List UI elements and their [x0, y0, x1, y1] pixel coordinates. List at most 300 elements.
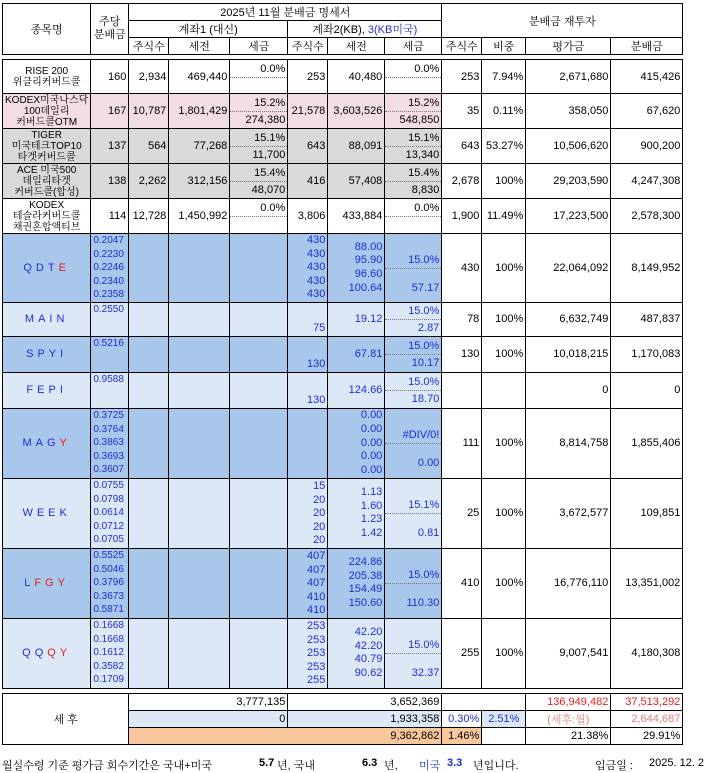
etf-a1-shares [129, 302, 169, 336]
etf-div-line: 0.2358 [93, 289, 124, 301]
etf-row [3, 408, 683, 478]
etf-a1-pretax [169, 336, 230, 372]
a1-pretax: 1,450,992 [169, 199, 230, 234]
etf-sh-line: 20 [313, 520, 326, 533]
etf-div-line: 0.2246 [93, 262, 124, 274]
etf-name-highlight: E [58, 261, 70, 274]
r-dividend: 2,578,300 [611, 199, 683, 234]
etf-tax-value: 0.81 [417, 527, 440, 540]
etf-a2-tax [385, 548, 442, 618]
etf-pre-line: 1.23 [360, 513, 383, 526]
etf-dividend [91, 234, 129, 303]
etf-tax-rate: 15.0% [408, 253, 440, 266]
etf-sh-line: 430 [306, 288, 326, 301]
stock-row [3, 60, 683, 94]
etf-pre-line: 1.42 [360, 527, 383, 540]
etf-name-cell [3, 372, 91, 408]
etf-row [3, 302, 683, 336]
etf-pre-line: 124.66 [348, 383, 383, 396]
stock-name-line: 채권혼합액티브 [12, 221, 81, 233]
etf-div-line: 0.5046 [93, 563, 124, 575]
stock-name-block [5, 130, 88, 163]
etf-a1-pretax [169, 478, 230, 548]
a1-tax-value: 11,700 [252, 149, 286, 161]
etf-row [3, 372, 683, 408]
r-value: 8,814,758 [526, 408, 611, 478]
usd-ratio: 2.51% [482, 710, 526, 727]
stock-row [3, 164, 683, 199]
usd-rate: 0.30% [442, 710, 482, 727]
etf-a1-pretax [169, 548, 230, 618]
r-dividend: 8,149,952 [611, 234, 683, 303]
etf-sh-line: 130 [306, 358, 326, 371]
etf-pre-line: 42.20 [354, 626, 383, 639]
r-shares: 130 [442, 336, 482, 372]
footer-summary [2, 757, 708, 773]
r-value: 9,007,541 [526, 618, 611, 688]
etf-div-stack [93, 234, 126, 302]
a1-pretax: 312,156 [169, 164, 230, 199]
a2-shares: 3,806 [288, 199, 328, 234]
footer-years-total: 5.7 [259, 757, 275, 769]
r-shares: 430 [442, 234, 482, 303]
etf-sh-line: 255 [306, 674, 326, 687]
etf-pre-line: 42.20 [354, 639, 383, 652]
footer-years-us: 3.3 [447, 757, 463, 769]
etf-name-cell [3, 408, 91, 478]
blank [482, 727, 526, 744]
a2-tax-rate: 15.2% [408, 97, 440, 109]
a1-tax-rate: 15.2% [254, 97, 286, 109]
r-ratio [482, 372, 526, 408]
etf-name [5, 384, 88, 396]
etf-name [5, 507, 88, 519]
etf-div-stack [93, 479, 126, 547]
etf-div-line: 0.0755 [93, 479, 124, 491]
etf-tax-value: 110.30 [406, 597, 440, 610]
etf-tax-rate: #DIV/0! [402, 429, 440, 442]
footer-text-3: 년, [384, 760, 398, 772]
a2-tax-rate: 15.1% [408, 132, 440, 144]
etf-tax-dotline [385, 443, 441, 444]
a2-tax-dotline [385, 146, 441, 147]
etf-a1-pretax [169, 234, 230, 303]
etf-sh-line: 20 [313, 507, 326, 520]
stock-name [3, 199, 91, 234]
etf-tax-value: 18.70 [411, 393, 440, 406]
etf-name-part: MAG [22, 437, 60, 450]
etf-tax-rate: 15.0% [408, 639, 440, 652]
etf-a1-pretax [169, 408, 230, 478]
a1-tax [230, 94, 288, 129]
header-a2-shares: 주식수 [288, 38, 328, 55]
etf-name-part: QDT [23, 261, 59, 274]
etf-sh-stack [290, 322, 325, 336]
r-ratio: 100% [482, 336, 526, 372]
etf-a1-tax [230, 618, 288, 688]
etf-a2-pretax [328, 408, 385, 478]
etf-pre-line: 0.00 [360, 423, 383, 436]
etf-sh-line: 407 [306, 577, 326, 590]
etf-a2-tax [385, 302, 442, 336]
r-dividend: 67,620 [611, 94, 683, 129]
stock-name-line: KODEX [29, 199, 65, 211]
r-value: 16,776,110 [526, 548, 611, 618]
etf-div-stack [93, 409, 126, 477]
etf-tax-dotline [385, 513, 441, 514]
etf-name [5, 437, 88, 449]
stock-name-block [5, 95, 88, 128]
etf-a2-shares [288, 548, 328, 618]
etf-name-cell [3, 618, 91, 688]
header-dividend-line: 분배금 [93, 29, 126, 41]
etf-sh-line: 15 [313, 480, 326, 492]
stock-name-block [5, 66, 88, 88]
etf-row [3, 618, 683, 688]
a2-tax-dotline [385, 216, 441, 217]
etf-row [3, 336, 683, 372]
r-ratio: 100% [482, 478, 526, 548]
r-value: 10,018,215 [526, 336, 611, 372]
a2-shares: 416 [288, 164, 328, 199]
value-total: 136,949,482 [526, 693, 611, 710]
a1-total: 3,777,135 [129, 693, 288, 710]
etf-a2-tax [385, 618, 442, 688]
etf-div-line: 0.3582 [93, 660, 124, 672]
etf-pre-stack [330, 486, 382, 540]
etf-a1-tax [230, 478, 288, 548]
stock-name-line: 커버드콜(합성) [14, 186, 79, 198]
stock-name-block [5, 200, 88, 233]
etf-a2-shares [288, 618, 328, 688]
r-ratio: 100% [482, 302, 526, 336]
etf-a2-pretax [328, 302, 385, 336]
etf-name-cell [3, 548, 91, 618]
etf-name-cell [3, 336, 91, 372]
a1-shares: 564 [129, 129, 169, 164]
etf-div-line: 0.2230 [93, 248, 124, 260]
a1-tax-value: 274,380 [245, 114, 286, 126]
r-dividend: 1,855,406 [611, 408, 683, 478]
etf-pre-line: 96.60 [354, 267, 383, 280]
etf-a1-shares [129, 478, 169, 548]
etf-div-line: 0.1709 [93, 674, 124, 686]
a2-tax [385, 164, 442, 199]
etf-name-part: L [24, 577, 35, 590]
header-account2 [312, 24, 417, 36]
etf-tax-rate: 15.0% [408, 569, 440, 582]
etf-tax-dotline [385, 354, 441, 355]
etf-tax-value: 10.17 [411, 357, 440, 370]
r-value: 358,050 [526, 94, 611, 129]
etf-a1-tax [230, 336, 288, 372]
pct-value: 21.38% [526, 727, 611, 744]
etf-div-line: 0.3673 [93, 590, 124, 602]
etf-sh-line: 253 [306, 620, 326, 632]
stock-name [3, 94, 91, 129]
etf-sh-line: 430 [306, 274, 326, 287]
r-dividend: 900,200 [611, 129, 683, 164]
etf-dividend [91, 478, 129, 548]
stock-dividend: 160 [91, 60, 129, 94]
etf-sh-line: 130 [306, 394, 326, 407]
etf-a2-tax [385, 372, 442, 408]
a1-usd-total: 0 [129, 710, 288, 727]
etf-a1-tax [230, 548, 288, 618]
etf-name-part: WEEK [22, 507, 71, 520]
stock-name-line: 위클리커버드콜 [12, 76, 81, 88]
a1-tax [230, 129, 288, 164]
stock-name-line: 미국테크TOP10 [11, 140, 82, 152]
r-shares: 1,900 [442, 199, 482, 234]
header-r-ratio: 비중 [482, 38, 526, 55]
r-shares: 2,678 [442, 164, 482, 199]
header-dividend-line: 주당 [99, 16, 121, 28]
a1-tax-dotline [230, 111, 287, 112]
etf-sh-stack [290, 358, 325, 372]
a1-tax [230, 164, 288, 199]
r-shares: 25 [442, 478, 482, 548]
header-account2-prefix: 계좌2(KB), [312, 24, 368, 36]
etf-pre-line: 1.60 [360, 499, 383, 512]
a1-shares: 12,728 [129, 199, 169, 234]
etf-div-line: 0.2047 [93, 235, 124, 246]
a2-tax [385, 94, 442, 129]
etf-div-line: 0.2340 [93, 275, 124, 287]
a2-tax-value: 548,850 [399, 114, 440, 126]
etf-tax-dotline [385, 653, 441, 654]
etf-sh-line: 407 [306, 550, 326, 562]
a2-tax-rate: 0.0% [414, 62, 440, 75]
stock-row [3, 199, 683, 234]
r-shares: 78 [442, 302, 482, 336]
a1-tax-rate: 15.4% [254, 167, 286, 179]
stock-name-line: RISE 200 [25, 65, 69, 77]
etf-div-line: 0.1668 [93, 633, 124, 645]
footer-years-domestic: 6.3 [362, 757, 378, 769]
r-ratio: 100% [482, 408, 526, 478]
etf-sh-line: 253 [306, 647, 326, 660]
a1-tax [230, 60, 288, 94]
etf-sh-line: 407 [306, 563, 326, 576]
etf-a1-tax [230, 408, 288, 478]
etf-name-highlight: FGY [34, 577, 70, 590]
etf-div-line: 0.9588 [93, 373, 124, 385]
etf-tax-rate: 15.0% [408, 305, 440, 318]
etf-pre-stack [330, 409, 382, 477]
r-shares: 643 [442, 129, 482, 164]
a1-pretax: 77,268 [169, 129, 230, 164]
etf-pre-line: 90.62 [354, 667, 383, 680]
dividend-total: 37,513,292 [611, 693, 683, 710]
etf-pre-line: 1.13 [360, 486, 383, 499]
etf-div-line: 0.5525 [93, 549, 124, 561]
header-stock-name: 종목명 [3, 4, 91, 55]
r-dividend: 109,851 [611, 478, 683, 548]
a2-tax [385, 199, 442, 234]
a1-tax-rate: 15.1% [254, 132, 286, 144]
a2-tax-dotline [385, 181, 441, 182]
footer-text-us: 미국 [419, 760, 441, 772]
stock-dividend: 137 [91, 129, 129, 164]
a1-tax-dotline [230, 77, 287, 78]
etf-a1-tax [230, 372, 288, 408]
stock-dividend: 138 [91, 164, 129, 199]
etf-a2-shares [288, 408, 328, 478]
r-value: 22,064,092 [526, 234, 611, 303]
etf-div-stack [93, 373, 126, 387]
a2-tax [385, 60, 442, 94]
header-a1-tax: 세금 [230, 38, 288, 55]
etf-sh-stack [290, 394, 325, 408]
a1-shares: 2,262 [129, 164, 169, 199]
etf-a1-pretax [169, 372, 230, 408]
etf-name-cell [3, 234, 91, 303]
etf-tax-dotline [385, 319, 441, 320]
etf-pre-line: 205.38 [348, 569, 383, 582]
etf-a2-pretax [328, 234, 385, 303]
a2-tax-dotline [385, 111, 441, 112]
header-account2-suffix: 3(KB미국) [367, 24, 418, 36]
etf-a2-tax [385, 336, 442, 372]
stock-dividend: 114 [91, 199, 129, 234]
etf-a1-shares [129, 372, 169, 408]
r-value: 29,203,590 [526, 164, 611, 199]
etf-a1-shares [129, 548, 169, 618]
etf-sh-stack [290, 550, 325, 618]
a2-total: 3,652,369 [288, 693, 442, 710]
etf-a2-pretax [328, 372, 385, 408]
etf-name-part: MAIN [24, 313, 69, 326]
a1-tax-dotline [230, 216, 287, 217]
stock-row [3, 129, 683, 164]
stock-name-line: 테슬라커버드콜 [12, 210, 81, 222]
etf-tax-value: 2.87 [417, 322, 440, 335]
etf-row [3, 234, 683, 303]
etf-row [3, 548, 683, 618]
header-r-dividend: 분배금 [611, 38, 683, 55]
etf-dividend [91, 302, 129, 336]
r-value: 0 [526, 372, 611, 408]
etf-pre-stack [330, 556, 382, 610]
footer-text-1: 월실수령 기준 평가금 회수기간은 국내+미국 [2, 760, 212, 772]
header-a2-tax: 세금 [385, 38, 442, 55]
a1-tax [230, 199, 288, 234]
r-ratio: 100% [482, 234, 526, 303]
r-dividend: 0 [611, 372, 683, 408]
etf-div-line: 0.3863 [93, 437, 124, 449]
etf-name-part: QQ [22, 647, 48, 660]
a2-pretax: 57,408 [328, 164, 385, 199]
a2-tax-value: 13,340 [405, 149, 440, 161]
r-dividend: 1,170,083 [611, 336, 683, 372]
etf-div-line: 0.5216 [93, 337, 124, 349]
etf-a2-shares [288, 478, 328, 548]
etf-pre-line: 154.49 [348, 583, 383, 596]
stock-name [3, 129, 91, 164]
etf-div-line: 0.2550 [93, 303, 124, 315]
etf-sh-line: 410 [306, 604, 326, 617]
etf-a2-shares [288, 234, 328, 303]
r-dividend: 415,426 [611, 60, 683, 94]
etf-tax-value: 32.37 [411, 667, 440, 680]
grand-total: 9,362,862 [129, 727, 442, 744]
stock-name [3, 164, 91, 199]
etf-pre-line: 88.00 [354, 240, 383, 253]
etf-sh-stack [290, 234, 325, 302]
footer-text-6: 입금일 : [595, 760, 633, 772]
etf-div-line: 0.0705 [93, 534, 124, 546]
a1-tax-dotline [230, 146, 287, 147]
etf-pre-line: 95.90 [354, 254, 383, 267]
etf-div-line: 0.5871 [93, 604, 124, 616]
blank [442, 693, 526, 710]
etf-a2-shares [288, 302, 328, 336]
header-account1: 계좌1 (대신) [129, 21, 288, 38]
etf-a1-pretax [169, 302, 230, 336]
stock-name-line: TIGER [31, 129, 62, 141]
etf-tax-dotline [385, 583, 441, 584]
etf-div-line: 0.3725 [93, 409, 124, 421]
etf-div-line: 0.0798 [93, 493, 124, 505]
etf-sh-stack [290, 620, 325, 688]
pct-dividend: 29.91% [611, 727, 683, 744]
a2-tax [385, 129, 442, 164]
etf-name-cell [3, 302, 91, 336]
etf-tax-dotline [385, 390, 441, 391]
a1-pretax: 1,801,429 [169, 94, 230, 129]
etf-a2-tax [385, 408, 442, 478]
etf-sh-stack [290, 480, 325, 548]
a2-pretax: 433,884 [328, 199, 385, 234]
etf-sh-line: 20 [313, 534, 326, 547]
a2-pretax: 40,480 [328, 60, 385, 94]
etf-name-highlight: Y [59, 437, 71, 450]
stock-row [3, 94, 683, 129]
etf-a2-shares [288, 372, 328, 408]
etf-tax-rate: 15.1% [408, 499, 440, 512]
etf-div-line: 0.0614 [93, 507, 124, 519]
etf-sh-line: 253 [306, 633, 326, 646]
stock-name-block [5, 165, 88, 198]
etf-pre-line: 40.79 [354, 653, 383, 666]
r-ratio: 100% [482, 164, 526, 199]
r-ratio: 53.27% [482, 129, 526, 164]
etf-a1-pretax [169, 618, 230, 688]
etf-name-part: FEPI [26, 384, 67, 397]
etf-a1-tax [230, 302, 288, 336]
etf-a1-shares [129, 618, 169, 688]
r-ratio: 11.49% [482, 199, 526, 234]
a1-tax-value: 48,070 [251, 184, 286, 196]
a2-tax-rate: 0.0% [414, 202, 440, 214]
etf-sh-line: 410 [306, 590, 326, 603]
r-ratio: 7.94% [482, 60, 526, 94]
etf-tax-rate: 15.0% [408, 376, 440, 389]
etf-name [5, 262, 88, 274]
header-title: 2025년 11월 분배금 명세서 [129, 4, 442, 21]
r-ratio: 100% [482, 618, 526, 688]
header-dividend-cell [91, 4, 129, 55]
r-shares: 111 [442, 408, 482, 478]
a2-pretax: 3,603,526 [328, 94, 385, 129]
a1-tax-rate: 0.0% [260, 62, 286, 75]
etf-tax-dotline [385, 268, 441, 269]
r-value: 17,223,500 [526, 199, 611, 234]
a2-pretax: 88,091 [328, 129, 385, 164]
stock-name-line: 타겟커버드콜 [17, 151, 76, 163]
header-a1-pretax: 세전 [169, 38, 230, 55]
